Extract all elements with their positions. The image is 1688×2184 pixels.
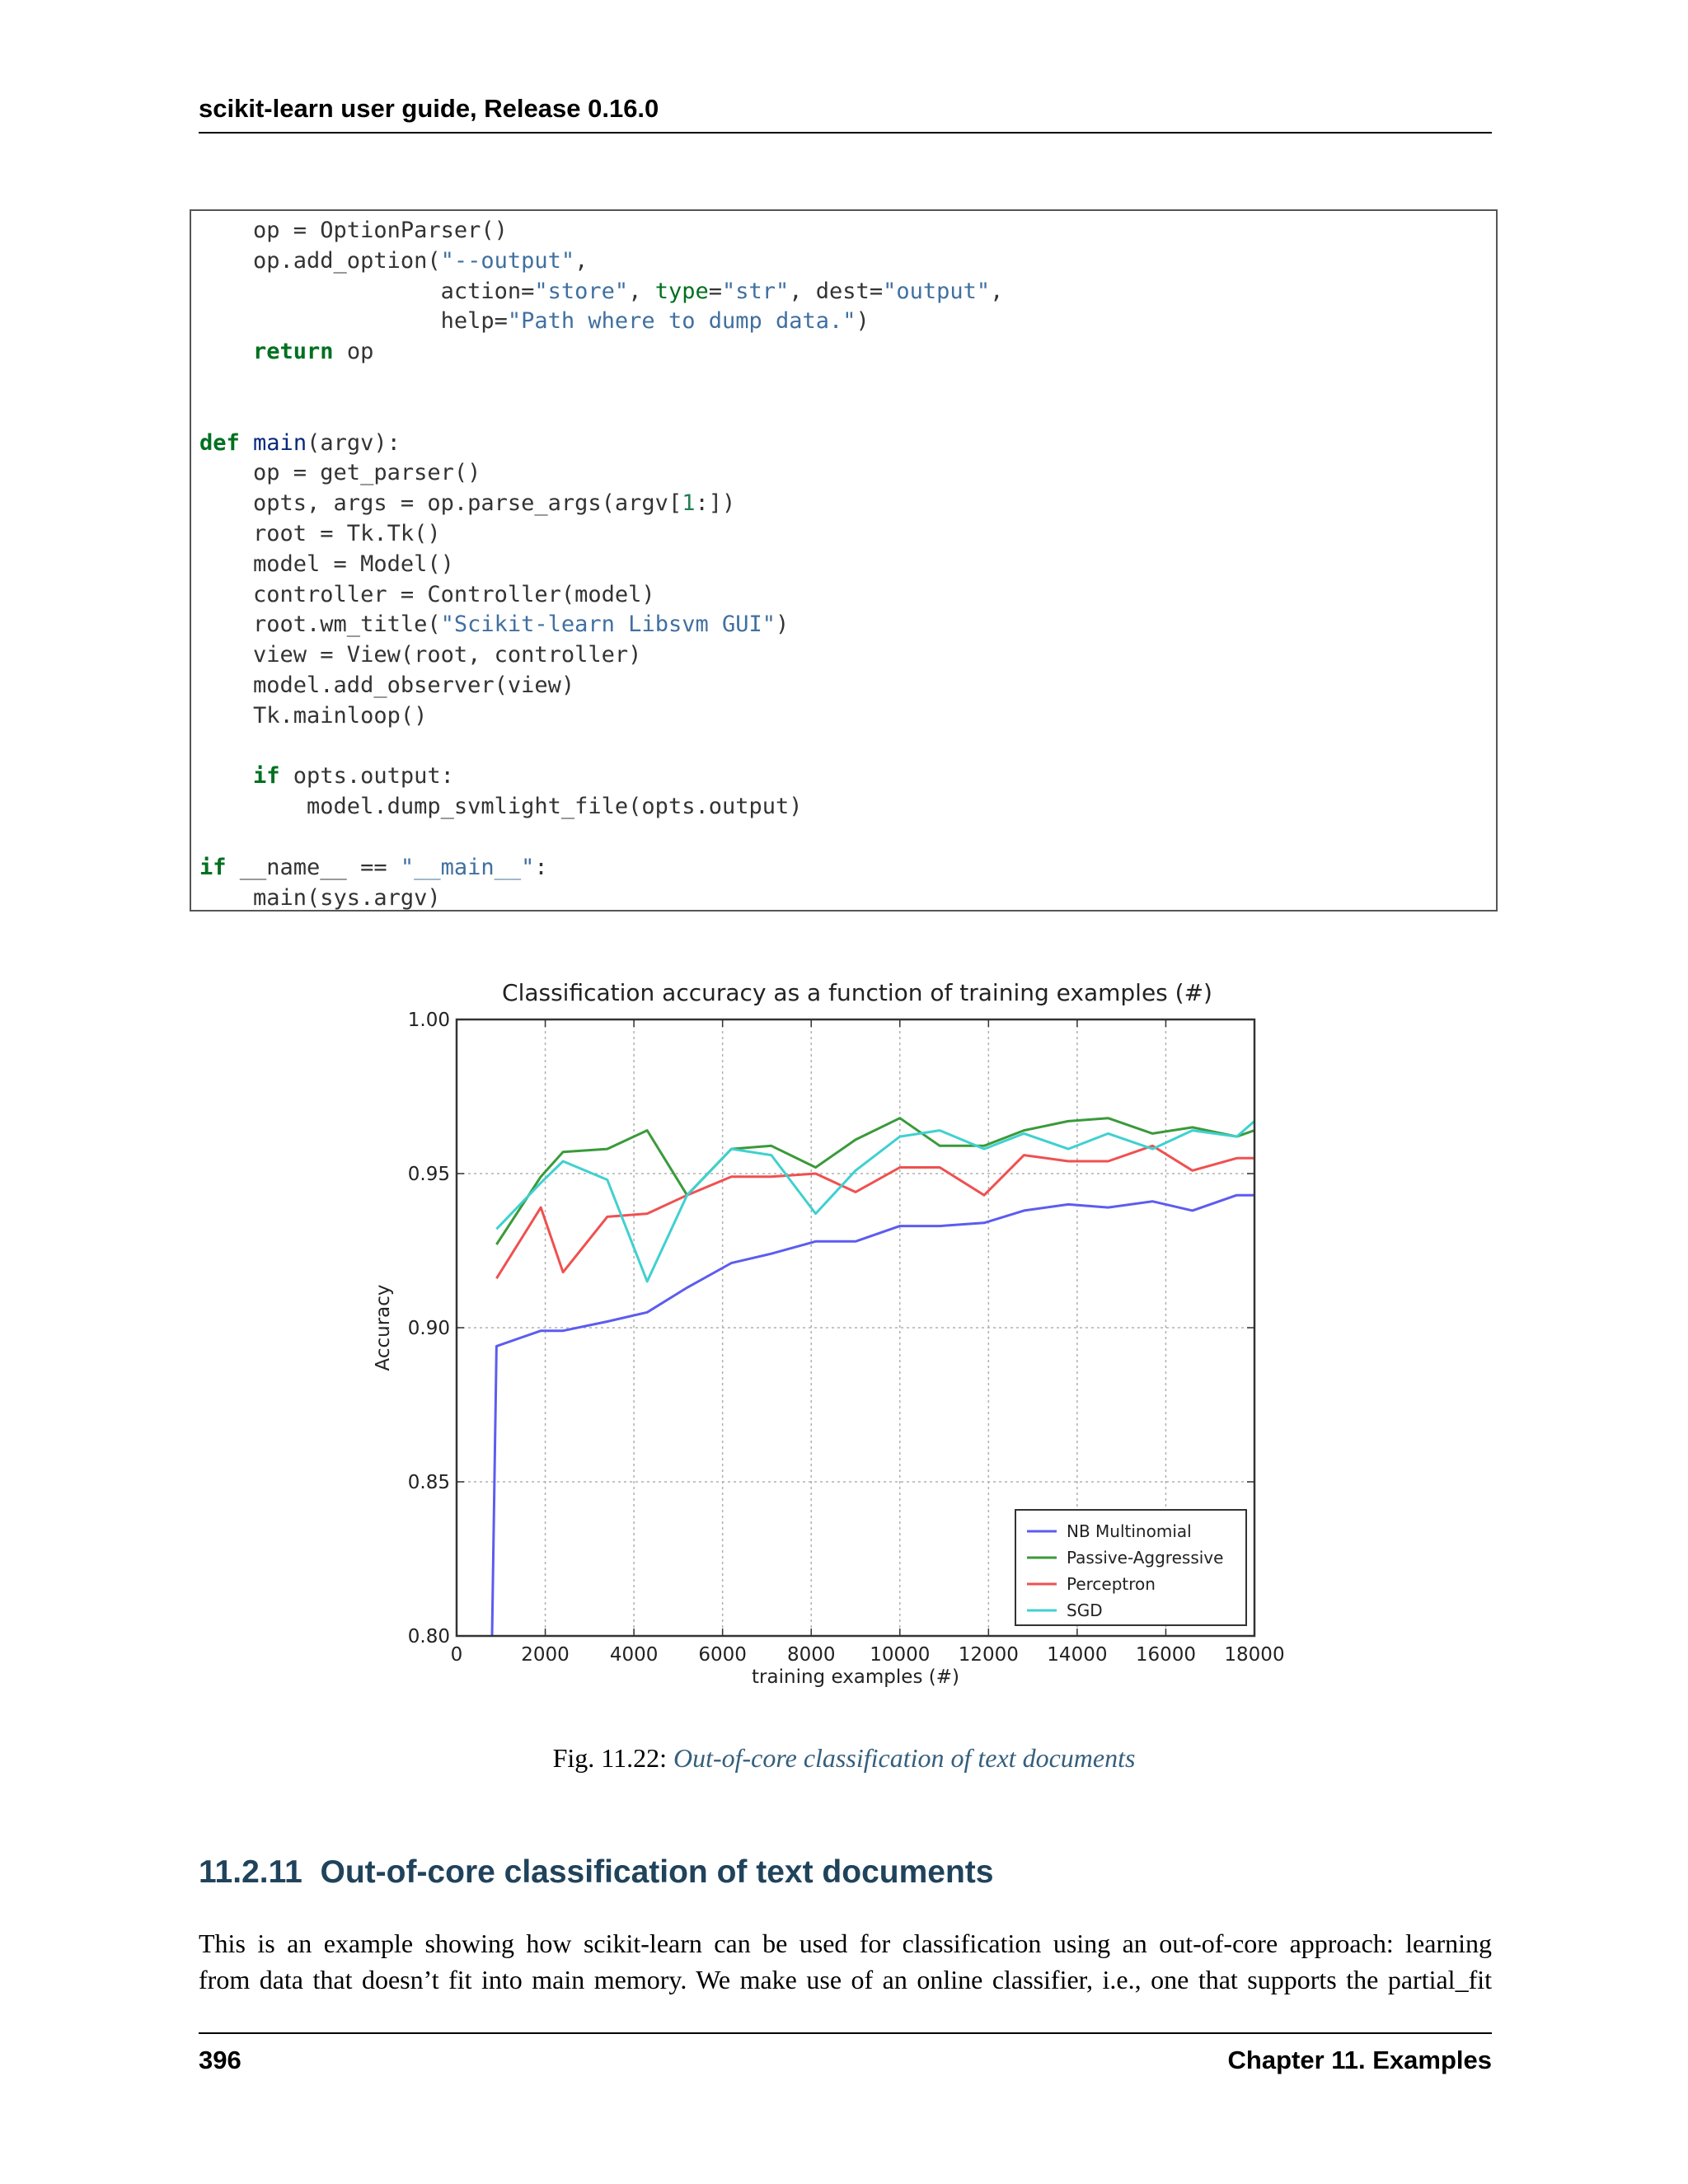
code-line — [199, 762, 1488, 792]
legend-label: SGD — [1067, 1601, 1103, 1620]
accuracy-chart — [363, 972, 1302, 1714]
code-line — [199, 823, 1488, 853]
code-token: "__main__" — [400, 854, 535, 880]
x-tick-label: 6000 — [698, 1644, 747, 1666]
code-line — [199, 580, 1488, 611]
code-token: action= — [199, 278, 535, 304]
code-token — [199, 763, 253, 789]
code-token: ) — [856, 308, 870, 335]
code-token: "--output" — [440, 247, 575, 274]
section-heading — [199, 1854, 993, 1891]
code-token: , — [628, 278, 655, 304]
page-number: 396 — [199, 2046, 241, 2074]
code-token: "str" — [722, 278, 790, 304]
y-tick-label: 0.85 — [407, 1472, 450, 1493]
code-token: "Scikit-learn Libsvm GUI" — [440, 612, 776, 638]
code-token: return — [253, 339, 334, 365]
y-tick-label: 1.00 — [407, 1010, 450, 1031]
code-token: op.add_option( — [199, 247, 441, 274]
series-line-sgd — [496, 1121, 1254, 1282]
code-line — [199, 883, 1488, 914]
code-line — [199, 246, 1488, 277]
code-line — [199, 853, 1488, 883]
code-token — [199, 339, 253, 364]
chart-xlabel: training examples (#) — [752, 1666, 959, 1688]
legend-label: Passive-Aggressive — [1067, 1548, 1224, 1568]
code-token: main(sys.argv) — [199, 884, 441, 911]
code-token: root = Tk.Tk() — [199, 520, 441, 546]
code-line — [199, 671, 1488, 701]
code-token: type — [654, 278, 709, 304]
code-token: def — [199, 429, 240, 456]
code-token: : — [534, 854, 548, 880]
code-token: main — [253, 429, 307, 456]
body-paragraph — [199, 1925, 1492, 1998]
x-tick-label: 10000 — [870, 1644, 931, 1666]
figure — [363, 972, 1302, 1714]
code-line — [199, 216, 1488, 246]
code-token: help= — [199, 308, 508, 335]
code-line — [199, 429, 1488, 459]
code-line — [199, 701, 1488, 732]
code-token: 1 — [682, 490, 696, 517]
legend-label: NB Multinomial — [1067, 1521, 1192, 1541]
x-tick-label: 18000 — [1224, 1644, 1285, 1666]
code-token: = — [708, 278, 722, 304]
code-token: root.wm_title( — [199, 612, 441, 638]
code-line — [199, 398, 1488, 429]
section-title: Out-of-core classification of text documents — [320, 1854, 994, 1890]
code-token: , dest= — [789, 278, 884, 304]
code-line — [199, 458, 1488, 489]
x-tick-label: 0 — [450, 1644, 463, 1666]
code-line — [199, 792, 1488, 823]
code-line — [199, 640, 1488, 671]
code-token: model = Model() — [199, 551, 454, 577]
y-tick-label: 0.80 — [407, 1626, 450, 1647]
code-token: "store" — [534, 278, 629, 304]
code-line — [199, 307, 1488, 337]
x-tick-label: 12000 — [958, 1644, 1019, 1666]
code-line — [199, 610, 1488, 640]
code-token: model.add_observer(view) — [199, 672, 575, 698]
header-title: scikit-learn user guide, Release 0.16.0 — [199, 94, 659, 123]
code-token: if — [253, 763, 280, 790]
code-token: if — [199, 854, 227, 880]
running-header — [199, 92, 1492, 134]
running-footer — [199, 2032, 1492, 2083]
code-token: :]) — [695, 490, 736, 517]
code-token: opts.output: — [279, 763, 454, 790]
chart-legend — [1015, 1510, 1246, 1625]
chart-ylabel: Accuracy — [373, 1284, 394, 1371]
y-tick-label: 0.90 — [407, 1318, 450, 1339]
caption-prefix: Fig. 11.22: — [552, 1743, 673, 1773]
code-line — [199, 519, 1488, 550]
code-line — [199, 368, 1488, 398]
code-token: op — [333, 339, 374, 365]
code-line — [199, 489, 1488, 519]
x-tick-label: 4000 — [609, 1644, 659, 1666]
code-token: "output" — [883, 278, 991, 304]
code-token: model.dump_svmlight_file(opts.output) — [199, 794, 803, 820]
caption-link[interactable]: Out-of-core classification of text documents — [673, 1743, 1136, 1773]
code-line — [199, 732, 1488, 762]
code-token: controller = Controller(model) — [199, 581, 655, 607]
code-token — [240, 430, 253, 456]
code-token: , — [990, 278, 1004, 304]
chart-title: Classification accuracy as a function of training examples (#) — [502, 979, 1212, 1006]
code-line — [199, 337, 1488, 368]
code-line — [199, 277, 1488, 307]
series-line-perceptron — [496, 1146, 1254, 1278]
code-token: (argv): — [307, 429, 401, 456]
code-lines — [199, 216, 1488, 911]
paragraph-line: from data that doesn’t fit into main memory. We make use of an online classifier, i.e., one that supports the partial_fit — [199, 1965, 1492, 1994]
code-token: view = View(root, controller) — [199, 642, 642, 668]
x-tick-label: 16000 — [1135, 1644, 1197, 1666]
code-token: opts, args = op.parse_args(argv[ — [199, 490, 682, 517]
legend-label: Perceptron — [1067, 1574, 1156, 1594]
code-token: Tk.mainloop() — [199, 702, 428, 729]
code-token: ) — [776, 612, 790, 638]
chapter-label: Chapter 11. Examples — [1227, 2046, 1492, 2074]
x-tick-label: 14000 — [1047, 1644, 1108, 1666]
code-block — [190, 209, 1498, 912]
section-number: 11.2.11 — [199, 1854, 302, 1890]
code-line — [199, 550, 1488, 580]
code-token: op = OptionParser() — [199, 218, 508, 243]
figure-caption — [0, 1743, 1688, 1774]
code-token: __name__ == — [226, 854, 401, 880]
y-tick-label: 0.95 — [407, 1164, 450, 1185]
x-tick-label: 2000 — [521, 1644, 570, 1666]
x-tick-label: 8000 — [786, 1644, 836, 1666]
code-token: , — [574, 247, 588, 274]
paragraph-line: This is an example showing how scikit-learn can be used for classification using an out-of-core approach: learning — [199, 1929, 1492, 1958]
code-token: op = get_parser() — [199, 460, 481, 486]
code-token: "Path where to dump data." — [507, 308, 856, 335]
